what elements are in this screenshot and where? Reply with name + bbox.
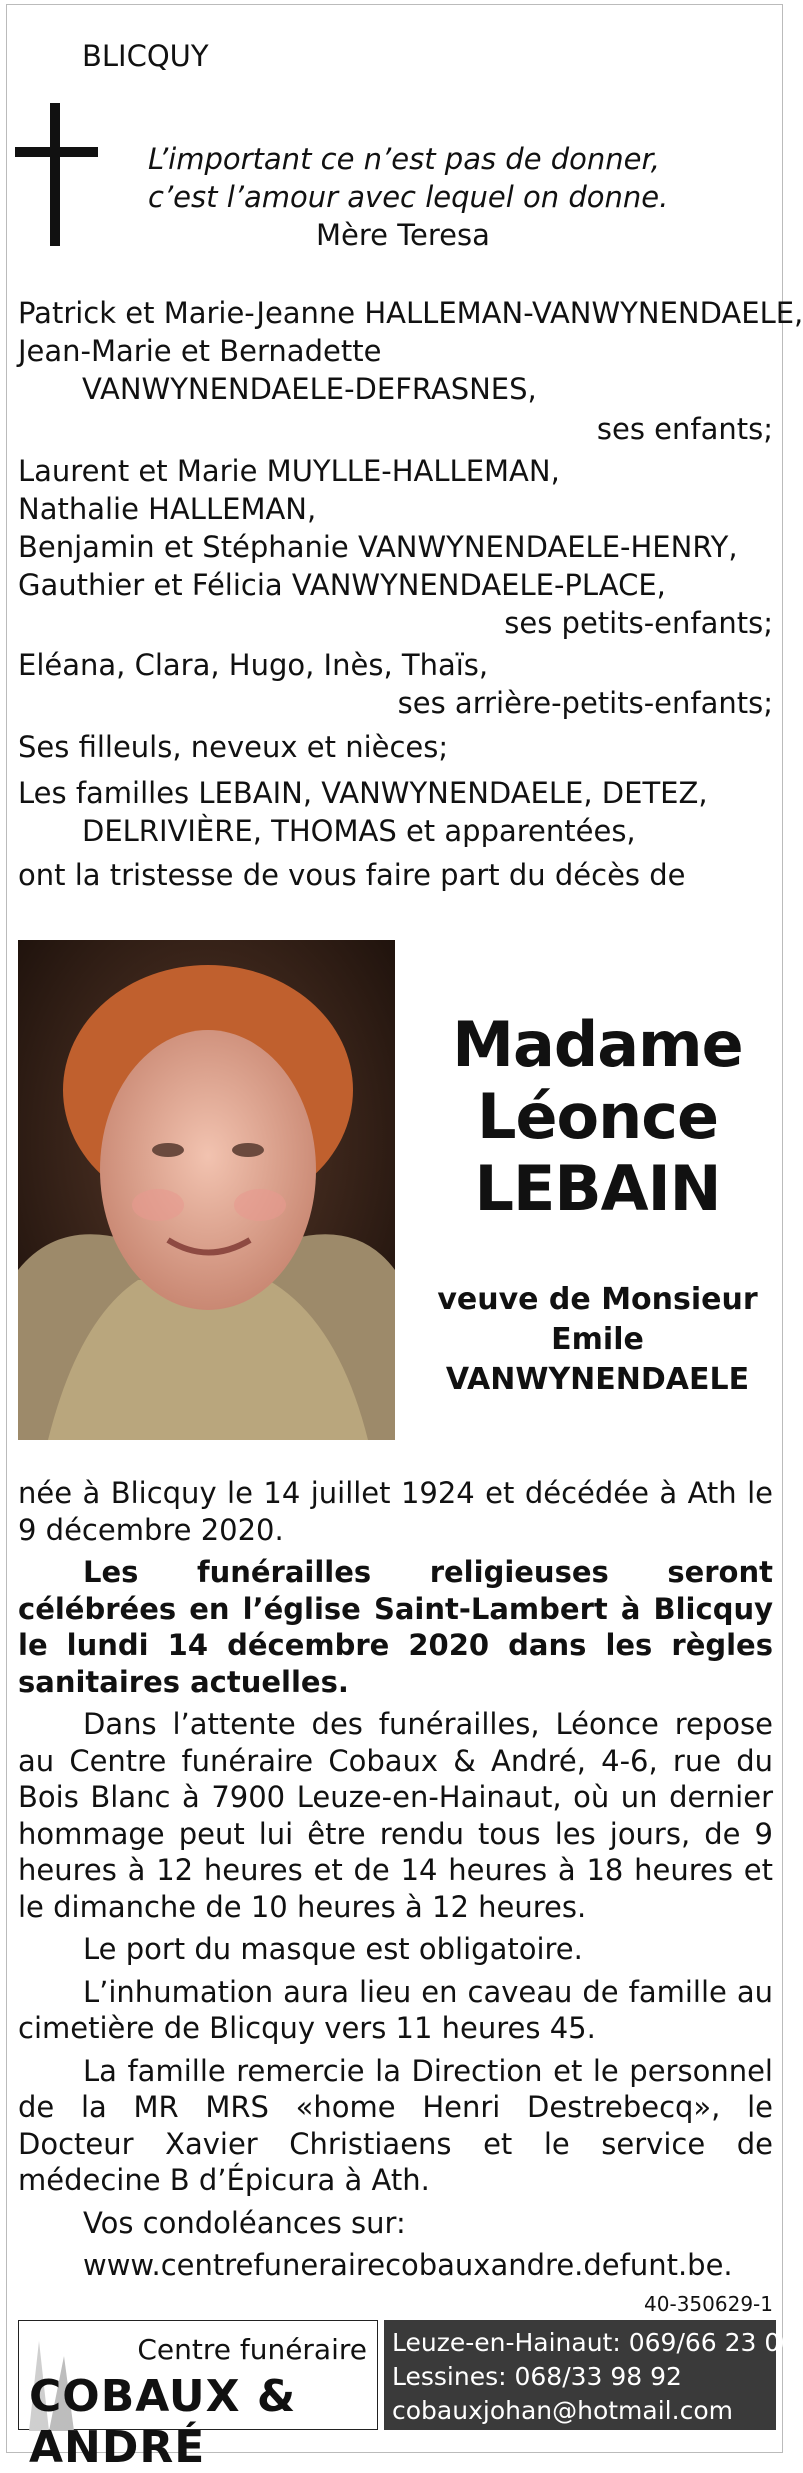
thanks-text: La famille remercie la Direction et le personnel de la MR MRS «home Henri Destrebecq», le Docteur Xavier Christiaens et le service de médecine B d’Épicura à Ath. (18, 2053, 773, 2197)
family-line: Jean-Marie et Bernadette (18, 334, 382, 368)
family-line: Les familles LEBAIN, VANWYNENDAELE, DETEZ, (18, 776, 708, 810)
family-line: Laurent et Marie MUYLLE-HALLEMAN, (18, 454, 560, 488)
funeral-home-logo (18, 2320, 378, 2473)
rest-text: Dans l’attente des funérailles, Léonce repose au Centre funéraire Cobaux & André, 4-6, rue du Bois Blanc à 7900 Leuze-en-Hainaut, où un dernier hommage peut lui être rendu tous les jours, de 9 heures à 12 heures et de 14 heures à 18 heures et le dimanche de 10 heures à 12 heures. (18, 1707, 773, 1924)
deceased-first-name: Léonce (476, 1080, 719, 1153)
family-line: DELRIVIÈRE, THOMAS et apparentées, (82, 814, 636, 848)
condolences-text: Vos condoléances sur: (83, 2205, 406, 2240)
cross-icon-bar (15, 147, 98, 157)
phone-lessines: Lessines: 068/33 98 92 (392, 2362, 682, 2391)
funeral-home-label: Centre funéraire (137, 2333, 367, 2366)
reference-number: 40-350629-1 (644, 2292, 773, 2316)
funeral-text: Les funérailles religieuses seront célébrées en l’église Saint-Lambert à Blicquy le lundi 14 décembre 2020 dans les règles sanitaires actuelles. (18, 1555, 773, 1699)
email-address[interactable]: cobauxjohan@hotmail.com (392, 2396, 733, 2425)
deceased-title: Madame (452, 1008, 743, 1081)
family-line: Nathalie HALLEMAN, (18, 492, 317, 526)
widow-line: veuve de Monsieur (437, 1282, 758, 1317)
family-line: VANWYNENDAELE-DEFRASNES, (82, 372, 537, 406)
deceased-last-name: LEBAIN (474, 1152, 721, 1225)
widow-line: VANWYNENDAELE (445, 1362, 750, 1397)
cross-icon (50, 103, 60, 246)
family-line: Benjamin et Stéphanie VANWYNENDAELE-HENRY, (18, 530, 738, 564)
family-role: ses petits-enfants; (504, 606, 773, 640)
burial-text: L’inhumation aura lieu en caveau de famille au cimetière de Blicquy vers 11 heures 45. (18, 1974, 773, 2045)
family-role: ses arrière-petits-enfants; (397, 686, 773, 720)
portrait-photo (18, 940, 395, 1440)
family-line: Ses filleuls, neveux et nièces; (18, 730, 449, 764)
quote-line-2: c’est l’amour avec lequel on donne. (148, 180, 669, 214)
family-line: Eléana, Clara, Hugo, Inès, Thaïs, (18, 648, 489, 682)
obituary-body (18, 1475, 773, 2284)
widow-line: Emile (551, 1322, 644, 1357)
family-role: ses enfants; (596, 412, 773, 446)
family-line: Gauthier et Félicia VANWYNENDAELE-PLACE, (18, 568, 666, 602)
family-line: Patrick et Marie-Jeanne HALLEMAN-VANWYNENDAELE, (18, 296, 803, 330)
quote-author: Mère Teresa (316, 218, 490, 252)
mask-text: Le port du masque est obligatoire. (83, 1932, 583, 1966)
place-name: BLICQUY (82, 39, 209, 73)
phone-leuze: Leuze-en-Hainaut: 069/66 23 06 (392, 2328, 797, 2357)
funeral-home-contact (384, 2320, 797, 2430)
funeral-home-name: COBAUX & ANDRÉ (29, 2371, 297, 2473)
quote-line-1: L’important ce n’est pas de donner, (148, 142, 661, 176)
announcement-line: ont la tristesse de vous faire part du décès de (18, 858, 686, 892)
condolences-url[interactable]: www.centrefunerairecobauxandre.defunt.be. (83, 2248, 733, 2282)
birth-text: née à Blicquy le 14 juillet 1924 et décédée à Ath le 9 décembre 2020. (18, 1476, 773, 1547)
